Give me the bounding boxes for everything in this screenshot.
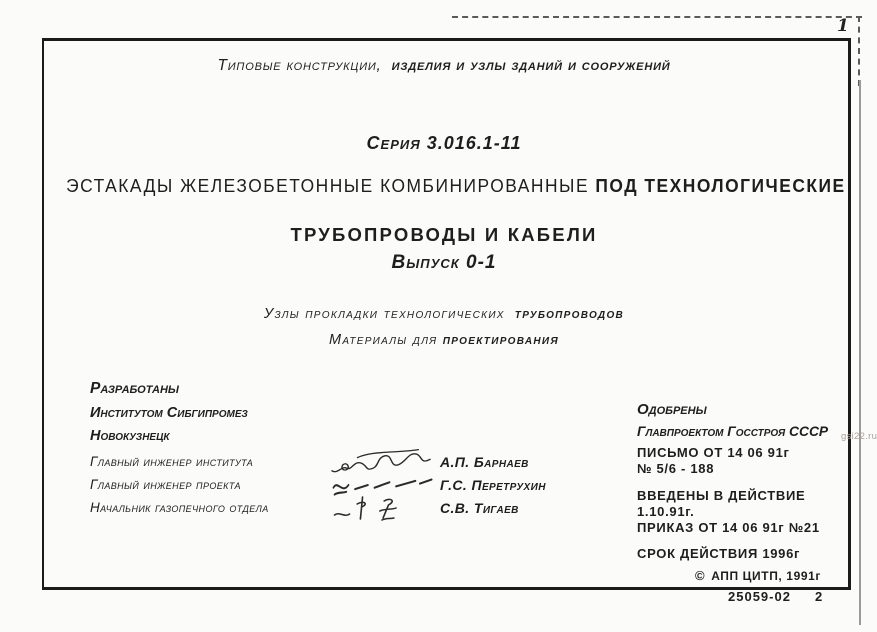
signature-row: [90, 496, 546, 519]
main-title-line1: [66, 175, 846, 197]
signature-row: [90, 473, 546, 496]
sheet-number: 2: [814, 589, 824, 604]
signatory-role: Начальник газопечного отдела: [90, 500, 269, 515]
copyright-text: АПП ЦИТП, 1991г: [711, 568, 821, 583]
page-edge-top: [452, 16, 862, 18]
approved-block: [637, 401, 857, 562]
main-title-line2: ТРУБОПРОВОДЫ И КАБЕЛИ: [290, 224, 598, 245]
subtitle-line1-part1: Узлы прокладки технологических: [263, 306, 505, 322]
document-stamp: [728, 589, 823, 604]
subtitle-line2-part1: Материалы для: [328, 332, 438, 348]
signatory-name: С.В. Тигаев: [440, 499, 519, 516]
main-title-line1-part2: ПОД ТЕХНОЛОГИЧЕСКИЕ: [595, 175, 846, 196]
effective-line: ВВЕДЕНЫ В ДЕЙСТВИЕ: [637, 487, 806, 503]
signature-scribble-icon: [328, 493, 436, 523]
series-line: Серия 3.016.1-11: [366, 133, 522, 153]
page-edge-right-dashed: [858, 16, 860, 86]
category-part3: зданий и сооружений: [511, 57, 671, 74]
category-line: [42, 57, 846, 75]
page-number: 1: [837, 16, 849, 36]
subtitle-line1-part2: трубопроводов: [514, 306, 625, 322]
signatory-name: Г.С. Перетрухин: [440, 476, 546, 493]
developed-heading: Разработаны: [90, 380, 179, 397]
signature-row: [90, 450, 546, 473]
watermark: gsi22.ru: [841, 431, 877, 442]
subtitle-line1: [42, 306, 846, 322]
stamp-number: 25059-02: [728, 589, 791, 604]
signatory-role: Главный инженер проекта: [90, 477, 241, 492]
approved-authority: Главпроектом Госстроя СССР: [637, 424, 829, 440]
effective-date: 1.10.91г.: [637, 503, 695, 519]
developed-block: [90, 380, 546, 519]
signatory-name: А.П. Барнаев: [440, 453, 529, 470]
developed-institute: Институтом Сибгипромез: [90, 405, 248, 421]
category-part2: изделия и узлы: [391, 57, 507, 74]
signatory-role: Главный инженер института: [90, 454, 254, 469]
subtitle-line2: [42, 332, 846, 348]
page-edge-right: [859, 80, 861, 625]
subtitle-line2-part2: проектирования: [442, 332, 560, 348]
validity-line: СРОК ДЕЙСТВИЯ 1996г: [637, 546, 801, 562]
category-part1: Типовые конструкции,: [217, 57, 382, 74]
approval-letter-line: ПИСЬМО ОТ 14 06 91г: [637, 445, 790, 461]
main-title-line1-part1: ЭСТАКАДЫ ЖЕЛЕЗОБЕТОННЫЕ КОМБИНИРОВАННЫЕ: [66, 175, 590, 196]
developed-city: Новокузнецк: [90, 428, 170, 444]
approval-letter-number: № 5/6 - 188: [637, 460, 715, 476]
issue-line: Выпуск 0-1: [391, 252, 497, 273]
approved-heading: Одобрены: [637, 401, 707, 418]
copyright-line: [695, 568, 821, 583]
copyright-icon: ©: [695, 568, 706, 583]
order-line: ПРИКАЗ ОТ 14 06 91г №21: [637, 519, 820, 535]
